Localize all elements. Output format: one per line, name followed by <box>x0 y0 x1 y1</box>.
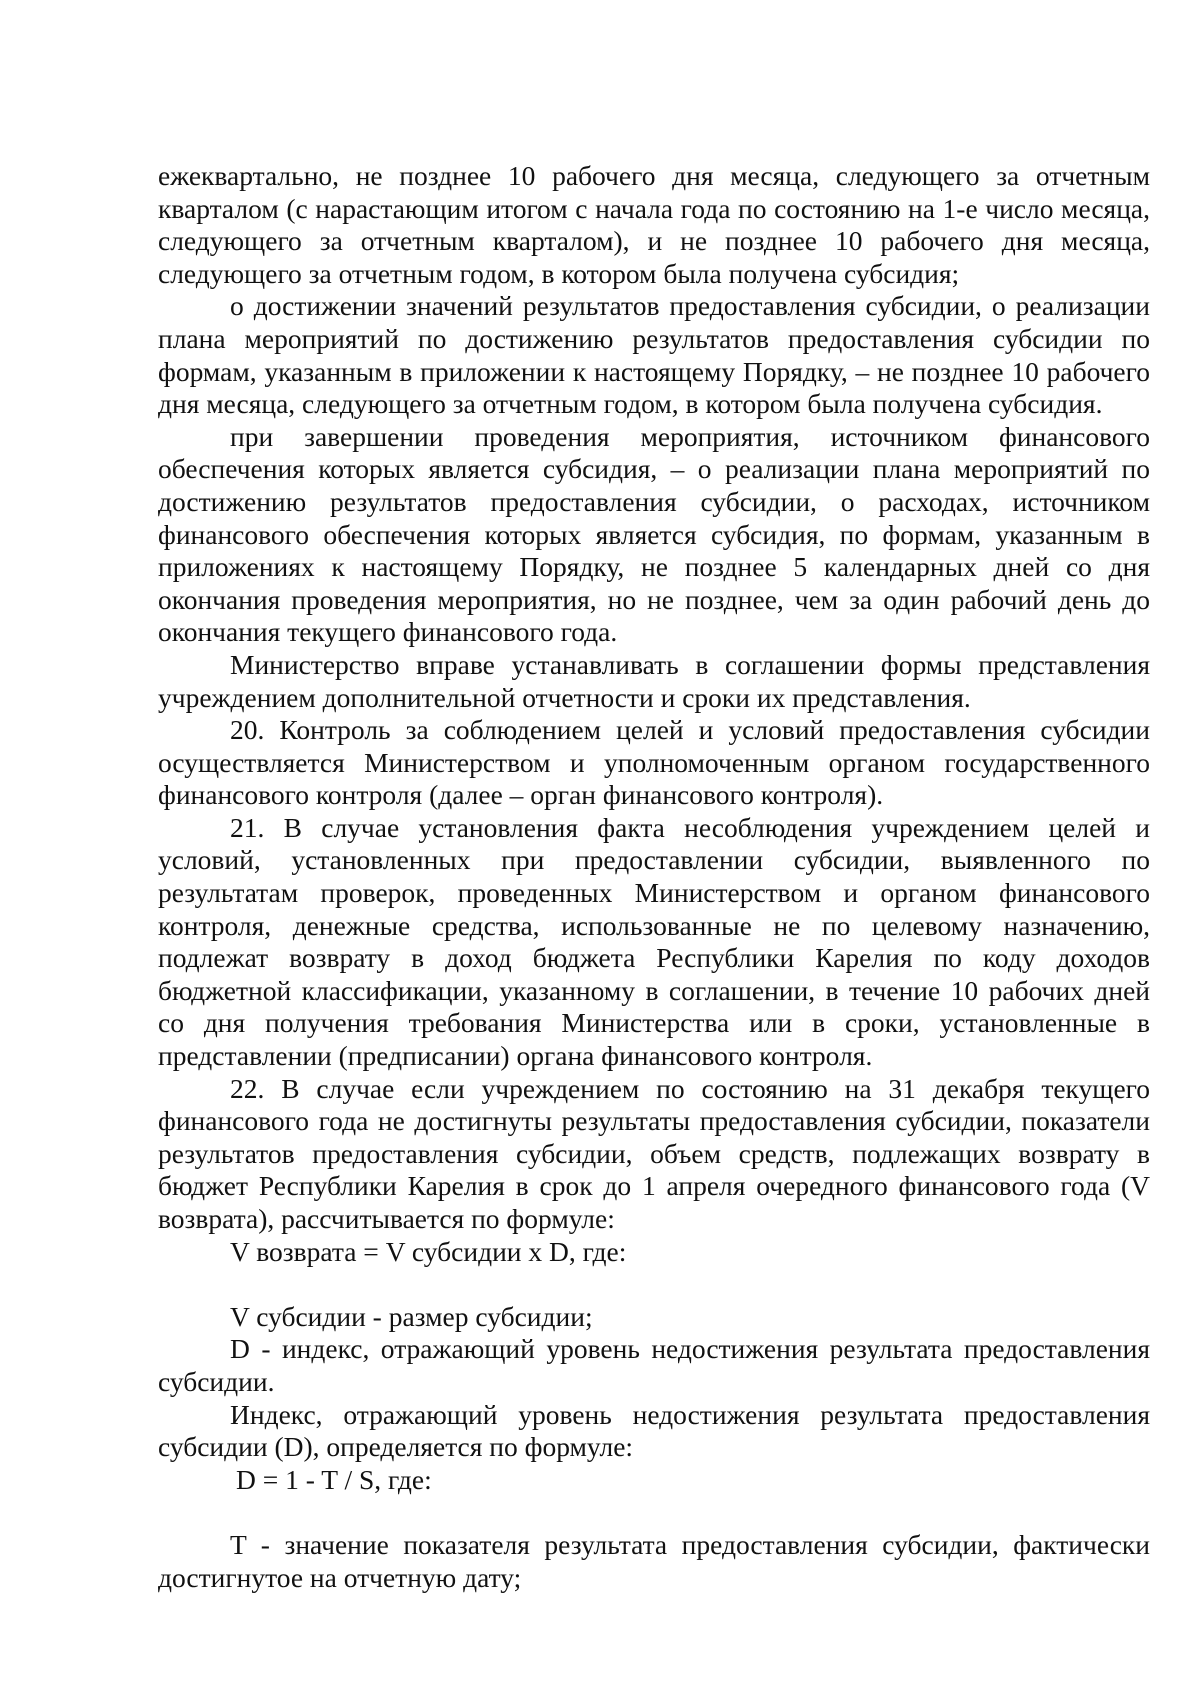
paragraph-item-20: 20. Контроль за соблюдением целей и условий предоставления субсидии осуществляется Министерством и уполномоченным органом государственного финансового контроля (далее – орган финансового контроля). <box>158 714 1150 811</box>
blank-line <box>158 1496 1150 1529</box>
paragraph-quarterly-report: ежеквартально, не позднее 10 рабочего дня месяца, следующего за отчетным кварталом (с нарастающим итогом с начала года по состоянию на 1-е число месяца, следующего за отчетным кварталом), и не позднее 10 рабочего дня месяца, следующего за отчетным годом, в котором была получена субсидия; <box>158 160 1150 289</box>
paragraph-item-21: 21. В случае установления факта несоблюдения учреждением целей и условий, установленных при предоставлении субсидии, выявленного по результатам проверок, проведенных Министерством и органом финансового контроля, денежные средства, использованные не по целевому назначению, подлежат возврату в доход бюджета Республики Карелия по коду доходов бюджетной классификации, указанному в соглашении, в течение 10 рабочих дней со дня получения требования Министерства или в сроки, установленные в представлении (предписании) органа финансового контроля. <box>158 811 1150 1072</box>
paragraph-index-formula-intro: Индекс, отражающий уровень недостижения результата предоставления субсидии (D), определяется по формуле: <box>158 1398 1150 1463</box>
definition-t-value: T - значение показателя результата предоставления субсидии, фактически достигнутое на отчетную дату; <box>158 1528 1150 1593</box>
formula-d-index: D = 1 - T / S, где: <box>236 1463 432 1495</box>
paragraph-event-completion: при завершении проведения мероприятия, источником финансового обеспечения которых является субсидия, – о реализации плана мероприятий по достижению результатов предоставления субсидии, о расходах, источником финансового обеспечения которых является субсидия, по формам, указанным в приложениях к настоящему Порядку, не позднее 5 календарных дней со дня окончания проведения мероприятия, но не позднее, чем за один рабочий день до окончания текущего финансового года. <box>158 420 1150 648</box>
paragraph-results-achievement: о достижении значений результатов предоставления субсидии, о реализации плана мероприятий по достижению результатов предоставления субсидии по формам, указанным в приложении к настоящему Порядку, – не позднее 10 рабочего дня месяца, следующего за отчетным годом, в котором была получена субсидия. <box>158 290 1150 420</box>
definition-d-index: D - индекс, отражающий уровень недостижения результата предоставления субсидии. <box>158 1333 1150 1397</box>
blank-line <box>158 1268 1150 1301</box>
document-page <box>158 160 1150 1594</box>
paragraph-additional-reporting: Министерство вправе устанавливать в соглашении формы представления учреждением дополнительной отчетности и сроки их представления. <box>158 648 1150 713</box>
formula-v-return: V возврата = V субсидии x D, где: <box>230 1235 627 1267</box>
definition-v-subsidy: V субсидии - размер субсидии; <box>230 1300 593 1332</box>
paragraph-item-22: 22. В случае если учреждением по состоянию на 31 декабря текущего финансового года не достигнуты результаты предоставления субсидии, показатели результатов предоставления субсидии, объем средств, подлежащих возврату в бюджет Республики Карелия в срок до 1 апреля очередного финансового года (V возврата), рассчитывается по формуле: <box>158 1072 1150 1234</box>
